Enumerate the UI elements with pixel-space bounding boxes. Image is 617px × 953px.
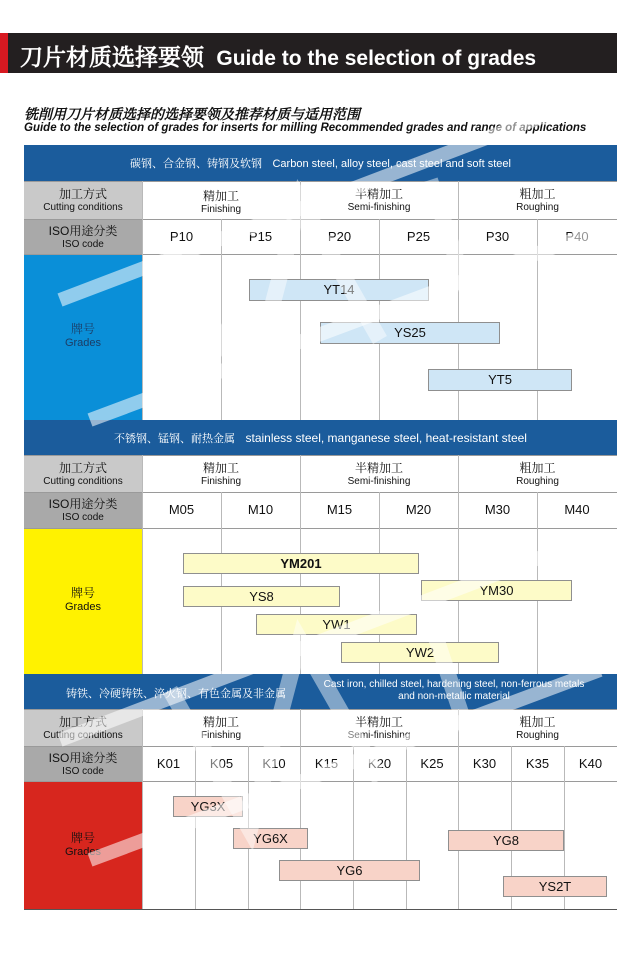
grades-label-cn: 牌号 [70, 831, 95, 845]
divider [221, 219, 222, 420]
divider [24, 492, 617, 493]
iso-label-en: ISO code [62, 766, 104, 777]
iso-label-en: ISO code [62, 239, 104, 250]
cutting-conditions-row [24, 181, 617, 219]
iso-code: K20 [367, 756, 392, 771]
finishing-en: Finishing [200, 204, 242, 215]
grades-label-en: Grades [64, 601, 102, 613]
rough-en: Roughing [516, 730, 559, 741]
semi-cn: 半精加工 [354, 461, 403, 475]
section-header-en-line1: Cast iron, chilled steel, hardening steel, non-ferrous metals [323, 679, 585, 690]
rough-cn: 粗加工 [519, 187, 556, 201]
subtitle-cn: 铣削用刀片材质选择的选择要领及推荐材质与适用范围 [24, 106, 360, 122]
rough-en: Roughing [516, 476, 559, 487]
divider [24, 455, 617, 456]
iso-code: K40 [578, 756, 603, 771]
section-header-en: stainless steel, manganese steel, heat-resistant steel [245, 431, 527, 445]
cutting-label-en: Cutting conditions [43, 202, 123, 213]
grades-label-cn: 牌号 [70, 322, 95, 336]
iso-code: M05 [168, 502, 195, 517]
divider [24, 254, 617, 255]
section-header-en-line2: and non-metallic material [398, 691, 510, 702]
section-k-cast-iron [24, 674, 617, 910]
semi-finishing-cell [300, 713, 458, 741]
divider [142, 455, 143, 674]
grade-bar: YG6X [233, 828, 308, 849]
grades-label [24, 781, 142, 910]
divider [142, 181, 143, 420]
roughing-cell [458, 185, 617, 213]
section-m-stainless [24, 420, 617, 674]
grade-bar: YG8 [448, 830, 564, 851]
finishing-cn: 精加工 [202, 461, 239, 475]
finishing-cn: 精加工 [202, 715, 239, 729]
iso-code: K35 [525, 756, 550, 771]
semi-en: Semi-finishing [347, 202, 411, 213]
cutting-label-cn: 加工方式 [58, 187, 107, 201]
iso-row [24, 492, 617, 528]
divider [24, 909, 617, 910]
finishing-cn: 精加工 [202, 189, 239, 203]
iso-label [24, 219, 142, 254]
grade-bar: YG3X [173, 796, 243, 817]
iso-code: P10 [169, 229, 194, 244]
iso-label-cn: ISO用途分类 [48, 224, 118, 238]
grade-bar: YW1 [256, 614, 417, 635]
iso-code: K15 [314, 756, 339, 771]
semi-finishing-cell [300, 185, 458, 213]
title-accent [0, 33, 8, 73]
iso-code: M20 [405, 502, 432, 517]
rough-cn: 粗加工 [519, 715, 556, 729]
iso-code: P40 [565, 229, 589, 244]
grade-bar: YS8 [183, 586, 340, 607]
iso-code: K25 [420, 756, 444, 771]
iso-code: P15 [248, 229, 273, 244]
grades-label-en: Grades [64, 337, 102, 349]
section-header-cn: 铸铁、冷硬铸铁、淬火钢、有色金属及非金属 [66, 688, 286, 700]
divider [142, 709, 143, 909]
grade-bar: YS2T [503, 876, 607, 897]
iso-code: K30 [472, 756, 497, 771]
divider [24, 181, 617, 182]
iso-label-cn: ISO用途分类 [48, 751, 118, 765]
iso-row [24, 219, 617, 254]
section-header-en [304, 679, 604, 703]
section-header [24, 674, 617, 709]
grade-bar: YW2 [341, 642, 499, 663]
cutting-conditions-label [24, 709, 142, 746]
divider [221, 492, 222, 674]
iso-code: P20 [327, 229, 352, 244]
iso-code: M15 [326, 502, 353, 517]
iso-label [24, 746, 142, 781]
section-header [24, 420, 617, 455]
page-title-en: Guide to the selection of grades [216, 47, 537, 70]
grade-bar: YG6 [279, 860, 420, 881]
section-header-cn: 不锈钢、锰钢、耐热金属 [114, 433, 236, 445]
divider [406, 746, 407, 909]
title-bar [0, 33, 617, 73]
divider [24, 709, 617, 710]
roughing-cell [458, 459, 617, 487]
rough-en: Roughing [516, 202, 559, 213]
iso-code: K05 [209, 756, 234, 771]
grade-bar: YS25 [320, 322, 500, 344]
cutting-conditions-label [24, 181, 142, 219]
divider [24, 781, 617, 782]
divider [24, 746, 617, 747]
iso-row [24, 746, 617, 781]
iso-label-en: ISO code [62, 512, 104, 523]
divider [24, 219, 617, 220]
cutting-label-en: Cutting conditions [43, 476, 123, 487]
grade-bar: YT5 [428, 369, 572, 391]
rough-cn: 粗加工 [519, 461, 556, 475]
cutting-conditions-row [24, 455, 617, 492]
grades-label [24, 254, 142, 420]
finishing-cell [142, 187, 300, 215]
iso-code: K01 [156, 756, 181, 771]
grades-label-cn: 牌号 [70, 586, 95, 600]
semi-en: Semi-finishing [347, 730, 411, 741]
grades-label [24, 528, 142, 674]
semi-cn: 半精加工 [354, 187, 403, 201]
finishing-cell [142, 713, 300, 741]
iso-code: P25 [406, 229, 431, 244]
cutting-label-cn: 加工方式 [58, 715, 107, 729]
divider [379, 219, 380, 420]
cutting-label-en: Cutting conditions [43, 730, 123, 741]
iso-code: M30 [484, 502, 511, 517]
iso-label [24, 492, 142, 528]
section-p-steel [24, 145, 617, 420]
page-title-cn: 刀片材质选择要领 [20, 44, 204, 70]
divider [353, 746, 354, 909]
subtitle-en: Guide to the selection of grades for inserts for milling Recommended grades and range of applications [24, 122, 587, 134]
divider [458, 709, 459, 909]
section-header [24, 145, 617, 181]
cutting-label-cn: 加工方式 [58, 461, 107, 475]
iso-label-cn: ISO用途分类 [48, 497, 118, 511]
divider [24, 528, 617, 529]
semi-finishing-cell [300, 459, 458, 487]
finishing-en: Finishing [200, 730, 242, 741]
finishing-cell [142, 459, 300, 487]
iso-code: M10 [247, 502, 274, 517]
grade-bar: YM201 [183, 553, 419, 574]
cutting-conditions-label [24, 455, 142, 492]
page-title [20, 39, 536, 72]
iso-code: M40 [564, 502, 590, 517]
finishing-en: Finishing [200, 476, 242, 487]
roughing-cell [458, 713, 617, 741]
section-header-cn: 碳钢、合金钢、铸钢及软钢 [130, 158, 263, 170]
grades-label-en: Grades [64, 846, 102, 858]
semi-cn: 半精加工 [354, 715, 403, 729]
iso-code: K10 [262, 756, 286, 771]
iso-code: P30 [485, 229, 510, 244]
section-header-en: Carbon steel, alloy steel, cast steel and soft steel [272, 158, 511, 170]
grade-bar: YT14 [249, 279, 429, 301]
semi-en: Semi-finishing [347, 476, 411, 487]
grade-bar: YM30 [421, 580, 572, 601]
cutting-conditions-row [24, 709, 617, 746]
divider [195, 746, 196, 909]
